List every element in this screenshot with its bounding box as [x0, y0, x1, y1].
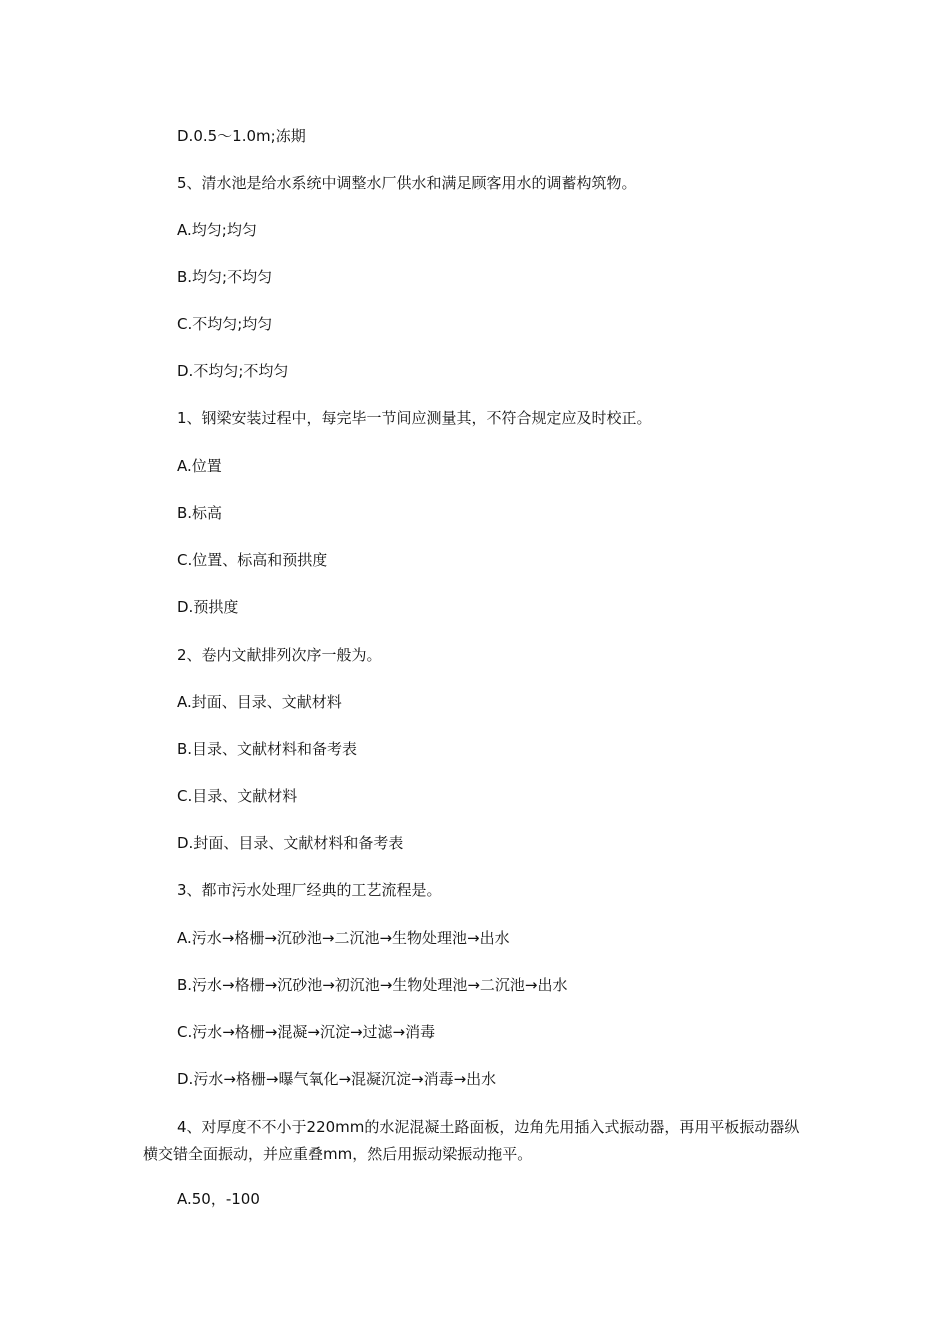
question-2-option-c: C.目录、文献材料 [177, 787, 298, 805]
question-3-option-c: C.污水→格栅→混凝→沉淀→过滤→消毒 [177, 1023, 436, 1041]
question-4-option-a: A.50，-100 [177, 1190, 260, 1208]
question-3-text: 3、都市污水处理厂经典的工艺流程是。 [177, 881, 442, 899]
question-2-option-d: D.封面、目录、文献材料和备考表 [177, 834, 404, 852]
question-5-option-c: C.不均匀;均匀 [177, 315, 273, 333]
question-2-option-b: B.目录、文献材料和备考表 [177, 740, 358, 758]
question-2-option-a: A.封面、目录、文献材料 [177, 693, 342, 711]
question-4-text: 4、对厚度不不小于220mm的水泥混凝土路面板，边角先用插入式振动器，再用平板振动器纵横交错全面振动，并应重叠mm，然后用振动梁振动拖平。 [143, 1118, 800, 1163]
question-5-option-a: A.均匀;均匀 [177, 221, 257, 239]
question-1-option-b: B.标高 [177, 504, 223, 522]
option-d-line: D.0.5～1.0m;冻期 [177, 127, 306, 145]
question-1-option-a: A.位置 [177, 457, 222, 475]
question-3-option-d: D.污水→格栅→曝气氧化→混凝沉淀→消毒→出水 [177, 1070, 497, 1088]
question-1-text: 1、钢梁安装过程中，每完毕一节间应测量其，不符合规定应及时校正。 [177, 409, 652, 427]
question-5-text: 5、清水池是给水系统中调整水厂供水和满足顾客用水的调蓄构筑物。 [177, 174, 637, 192]
question-1-option-c: C.位置、标高和预拱度 [177, 551, 328, 569]
question-5-option-d: D.不均匀;不均匀 [177, 362, 289, 380]
question-3-option-a: A.污水→格栅→沉砂池→二沉池→生物处理池→出水 [177, 929, 510, 947]
question-5-option-b: B.均匀;不均匀 [177, 268, 273, 286]
question-3-option-b: B.污水→格栅→沉砂池→初沉池→生物处理池→二沉池→出水 [177, 976, 568, 994]
question-1-option-d: D.预拱度 [177, 598, 239, 616]
question-2-text: 2、卷内文献排列次序一般为。 [177, 646, 382, 664]
